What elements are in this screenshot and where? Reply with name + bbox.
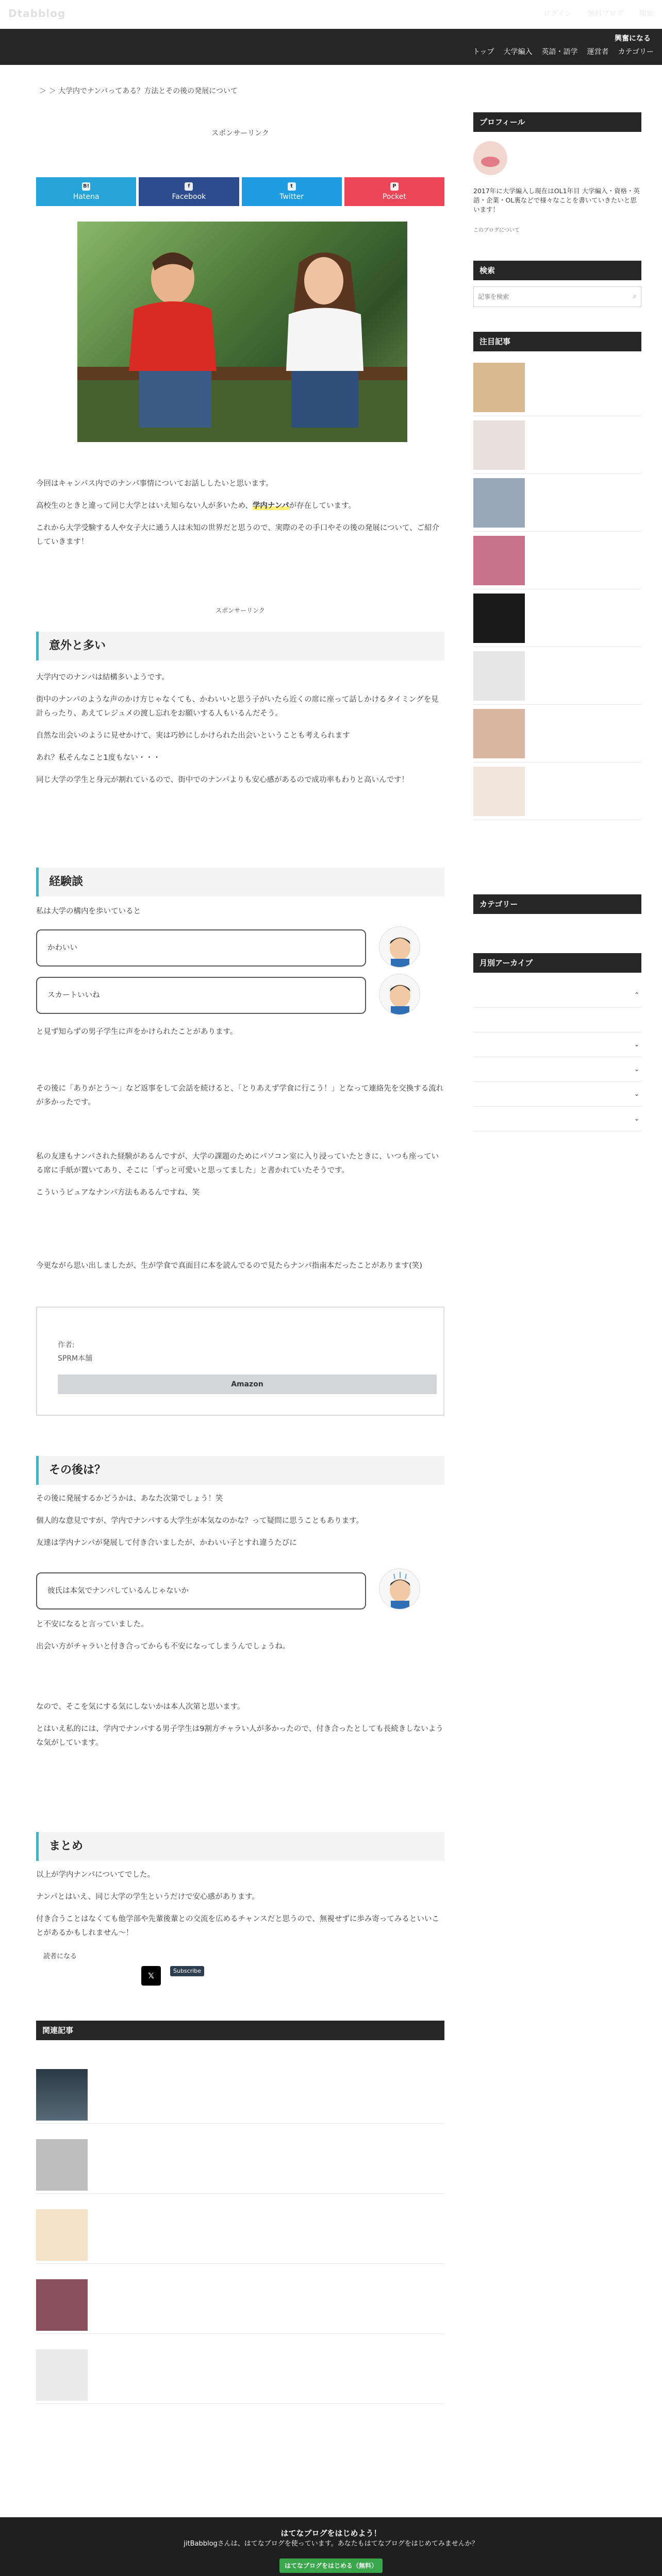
worried-avatar-icon [379, 1568, 420, 1609]
site-name[interactable]: 興奮になる [615, 35, 651, 43]
twitter-icon: t [288, 182, 296, 191]
sponsor-label: スポンサーリンク [211, 129, 269, 138]
featured-item[interactable] [473, 764, 641, 820]
related-item[interactable] [36, 2264, 444, 2334]
chevron-down-icon: ⌄ [634, 1115, 639, 1122]
archive-item[interactable] [473, 1107, 641, 1131]
profile-avatar [473, 141, 507, 175]
subscribe-label[interactable]: 読者になる [43, 1953, 77, 1960]
archive-item[interactable] [473, 1008, 641, 1032]
amazon-button[interactable]: Amazon [58, 1375, 437, 1394]
related-thumb [36, 2279, 88, 2331]
related-thumb [36, 2349, 88, 2401]
top-link-start[interactable]: 開始 [639, 10, 654, 18]
boy-avatar-icon [379, 926, 420, 968]
featured-item[interactable] [473, 533, 641, 589]
share-twitter-button[interactable]: t Twitter [242, 177, 342, 206]
related-item[interactable] [36, 2124, 444, 2194]
footer-text: jitBabblogさんは、はてなブログを使っています。あなたもはてなブログをはじめてみませんか？ [184, 2540, 478, 2548]
nav-item-english[interactable]: 英語・語学 [541, 48, 578, 56]
breadcrumb[interactable]: ＞ ＞ 大学内でナンパってある？方法とその後の発展について [39, 87, 238, 95]
related-header: 関連記事 [36, 2021, 444, 2040]
hero-image [77, 222, 407, 442]
featured-item[interactable] [473, 648, 641, 705]
heading-sec2: 経験談 [36, 868, 444, 896]
keyword-highlight: 学内ナンパ [252, 502, 289, 510]
profile-link[interactable]: このブログについて [473, 228, 520, 233]
heading-sec1: 意外と多い [36, 632, 444, 660]
nav-item-category[interactable]: カテゴリー [618, 48, 654, 56]
share-hatena-button[interactable]: B! Hatena [36, 177, 136, 206]
featured-item[interactable] [473, 417, 641, 474]
search-header: 検索 [473, 261, 641, 280]
chevron-down-icon: ⌄ [634, 1041, 639, 1048]
heading-sec3: その後は？ [36, 1456, 444, 1485]
search-input[interactable] [474, 287, 623, 307]
facebook-icon: f [185, 182, 193, 191]
top-links [530, 8, 654, 19]
boy-avatar-icon-2 [379, 974, 420, 1015]
pocket-icon: P [390, 182, 399, 191]
featured-item[interactable] [473, 706, 641, 762]
featured-item[interactable] [473, 475, 641, 532]
share-facebook-button[interactable]: f Facebook [139, 177, 239, 206]
related-item[interactable] [36, 2054, 444, 2124]
profile-header: プロフィール [473, 112, 641, 132]
amazon-card[interactable]: 作者: SPRM本舗 Amazon [36, 1307, 444, 1416]
search-box [473, 286, 641, 307]
site-header [0, 29, 662, 65]
category-header: カテゴリー [473, 894, 641, 914]
share-bar [36, 177, 444, 206]
featured-item[interactable] [473, 590, 641, 647]
speech-bubble-1: かわいい [36, 929, 366, 967]
profile-text: 2017年に大学編入し現在はOL1年目 大学編入・資格・英語・企業・OL裏などで様々なことを書いていきたいと思います！ [473, 187, 640, 213]
search-icon[interactable]: ⌕ [633, 292, 637, 300]
top-strip [0, 0, 662, 29]
footer-title: はてなブログをはじめよう！ [280, 2529, 382, 2538]
chevron-up-icon: ⌃ [634, 991, 639, 998]
nav-item-top[interactable]: トップ [472, 48, 494, 56]
hatena-icon: B! [82, 182, 90, 191]
x-share-icon[interactable]: 𝕏 [141, 1966, 161, 1986]
sec1-body: 大学内でのナンパは結構多いようです。 街中のナンパのような声のかけ方じゃなくても、かわいいと思う子がいたら近くの席に座って話しかけるタイミングを見計らったり、あえてレジュメの渡し忘れをお願いする人もいるんだそう。 自然な出会いのように見せかけて、実は巧妙にしかけられた出会いということも考えられます あれ？私そんなこと1度もない・・・ 同じ大学の学生と身元が割れているので、街中でのナンパよりも安心感があるので成功率もわりと高いんです！ [36, 673, 439, 784]
intro [36, 477, 444, 557]
global-nav [473, 46, 654, 57]
woman-figure [263, 242, 382, 438]
intro-p1: 今回はキャンパス内でのナンパ事情についてお話ししたいと思います。 [36, 480, 273, 488]
archive-item[interactable] [473, 1082, 641, 1107]
chevron-down-icon: ⌄ [634, 1090, 639, 1097]
archive-item[interactable] [473, 1032, 641, 1057]
heading-sec4: まとめ [36, 1832, 444, 1861]
related-thumb [36, 2139, 88, 2191]
archive-item[interactable] [473, 1057, 641, 1082]
related-thumb [36, 2069, 88, 2121]
related-item[interactable] [36, 2194, 444, 2264]
top-link-login[interactable]: ログイン [543, 10, 572, 18]
intro-p2: 高校生のときと違って同じ大学とはいえ知らない人が多いため、学内ナンパが存在しています。 [36, 502, 356, 510]
sponsor-label-2: スポンサーリンク [216, 607, 265, 614]
featured-header: 注目記事 [473, 332, 641, 351]
related-thumb [36, 2209, 88, 2261]
archive-item[interactable] [473, 983, 641, 1008]
intro-p3: これから大学受験する人や女子大に通う人は未知の世界だと思うので、実際のその手口やその後の発展について、ご紹介していきます！ [36, 524, 440, 546]
speech-bubble-3: 彼氏は本気でナンパしているんじゃないか [36, 1572, 366, 1609]
start-blog-button[interactable]: はてなブログをはじめる（無料） [279, 2558, 383, 2573]
share-pocket-button[interactable]: P Pocket [344, 177, 444, 206]
related-item[interactable] [36, 2334, 444, 2404]
footer [0, 2517, 662, 2576]
nav-item-owner[interactable]: 運営者 [587, 48, 609, 56]
featured-item[interactable] [473, 360, 641, 416]
top-link-free[interactable]: 無料ブログ [587, 10, 624, 18]
chevron-down-icon: ⌄ [634, 1065, 639, 1073]
nav-item-transfer[interactable]: 大学編入 [503, 48, 533, 56]
hatena-subscribe-button[interactable]: Subscribe [170, 1966, 204, 1976]
speech-bubble-2: スカートいいね [36, 977, 366, 1014]
hatena-logo[interactable]: Dtabblog [8, 7, 66, 20]
archive-header: 月別アーカイブ [473, 953, 641, 973]
man-figure [108, 242, 237, 438]
